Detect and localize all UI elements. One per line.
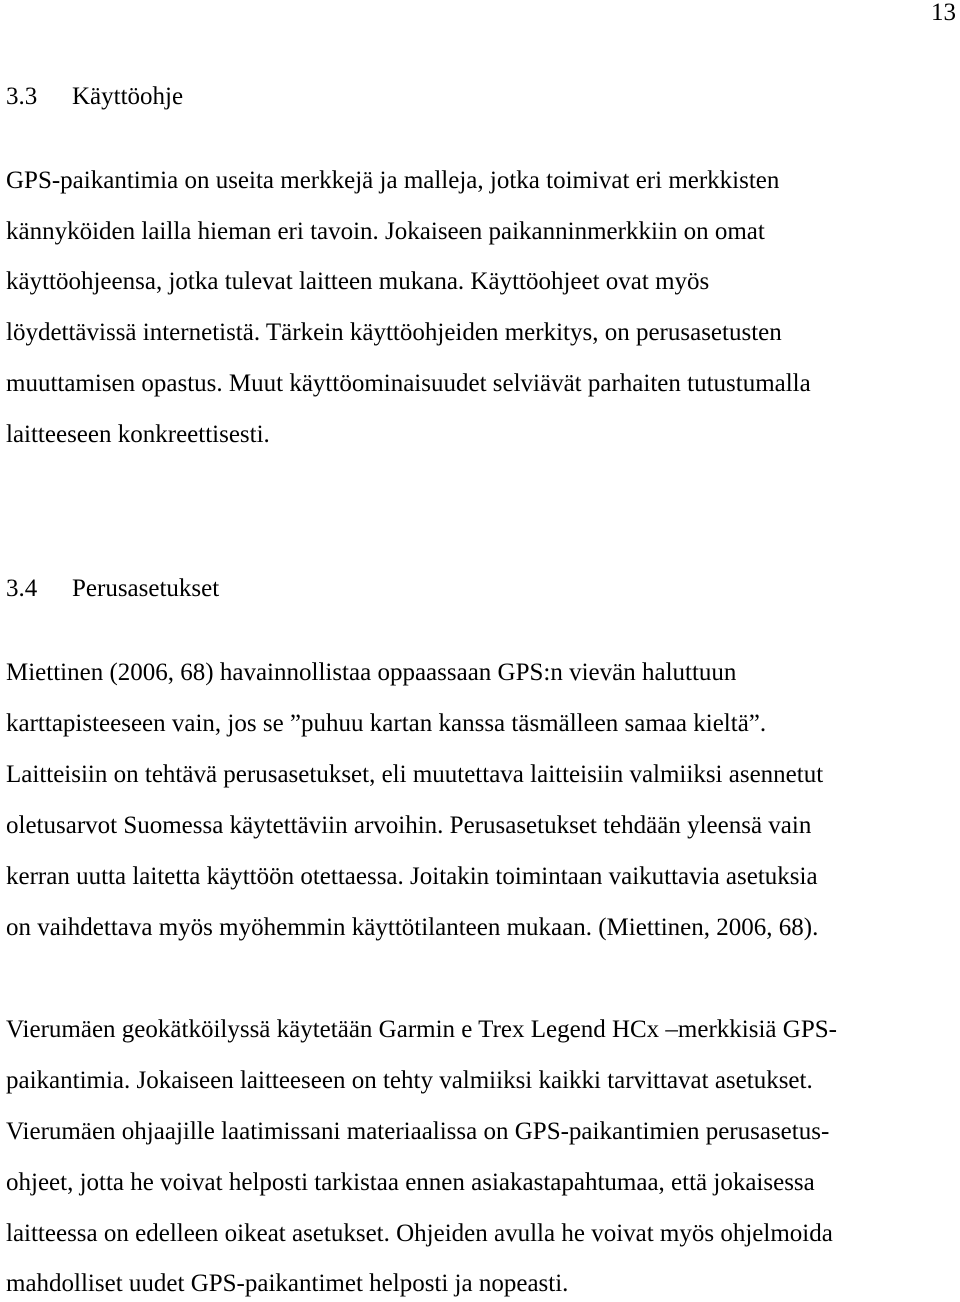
paragraph-line: ohjeet, jotta he voivat helposti tarkistaa ennen asiakastapahtumaa, että jokaisessa — [6, 1169, 815, 1196]
paragraph-line: käyttöohjeensa, jotka tulevat laitteen mukana. Käyttöohjeet ovat myös — [6, 268, 710, 295]
paragraph-line: muuttamisen opastus. Muut käyttöominaisuudet selviävät parhaiten tutustumalla — [6, 370, 811, 397]
section-title: Perusasetukset — [72, 575, 220, 602]
paragraph-line: on vaihdettava myös myöhemmin käyttötilanteen mukaan. (Miettinen, 2006, 68). — [6, 914, 819, 941]
paragraph-line: löydettävissä internetistä. Tärkein käyttöohjeiden merkitys, on perusasetusten — [6, 319, 782, 346]
paragraph-line: laitteessa on edelleen oikeat asetukset. Ohjeiden avulla he voivat myös ohjelmoida — [6, 1220, 833, 1247]
section-number: 3.4 — [6, 575, 38, 602]
section-number: 3.3 — [6, 83, 38, 110]
page-number: 13 — [931, 0, 956, 26]
section-heading-3-4 — [6, 574, 219, 604]
paragraph-line: laitteeseen konkreettisesti. — [6, 421, 270, 448]
paragraph-line: mahdolliset uudet GPS-paikantimet helposti ja nopeasti. — [6, 1270, 569, 1297]
paragraph-line: oletusarvot Suomessa käytettäviin arvoihin. Perusasetukset tehdään yleensä vain — [6, 812, 812, 839]
paragraph-line: kännyköiden lailla hieman eri tavoin. Jokaiseen paikanninmerkkiin on omat — [6, 218, 765, 245]
section-heading-3-3 — [6, 82, 183, 112]
paragraph-line: Vierumäen ohjaajille laatimissani materiaalissa on GPS-paikantimien perusasetus- — [6, 1118, 830, 1145]
paragraph-line: Vierumäen geokätköilyssä käytetään Garmin e Trex Legend HCx –merkkisiä GPS- — [6, 1016, 837, 1043]
paragraph-line: GPS-paikantimia on useita merkkejä ja malleja, jotka toimivat eri merkkisten — [6, 167, 780, 194]
paragraph-line: karttapisteeseen vain, jos se ”puhuu kartan kanssa täsmälleen samaa kieltä”. — [6, 710, 767, 737]
paragraph-line: Laitteisiin on tehtävä perusasetukset, eli muutettava laitteisiin valmiiksi asennetut — [6, 761, 824, 788]
paragraph-line: paikantimia. Jokaiseen laitteeseen on tehty valmiiksi kaikki tarvittavat asetukset. — [6, 1067, 813, 1094]
paragraph-line: Miettinen (2006, 68) havainnollistaa oppaassaan GPS:n vievän haluttuun — [6, 659, 737, 686]
paragraph-line: kerran uutta laitetta käyttöön otettaessa. Joitakin toimintaan vaikuttavia asetuksia — [6, 863, 818, 890]
section-title: Käyttöohje — [72, 83, 184, 110]
